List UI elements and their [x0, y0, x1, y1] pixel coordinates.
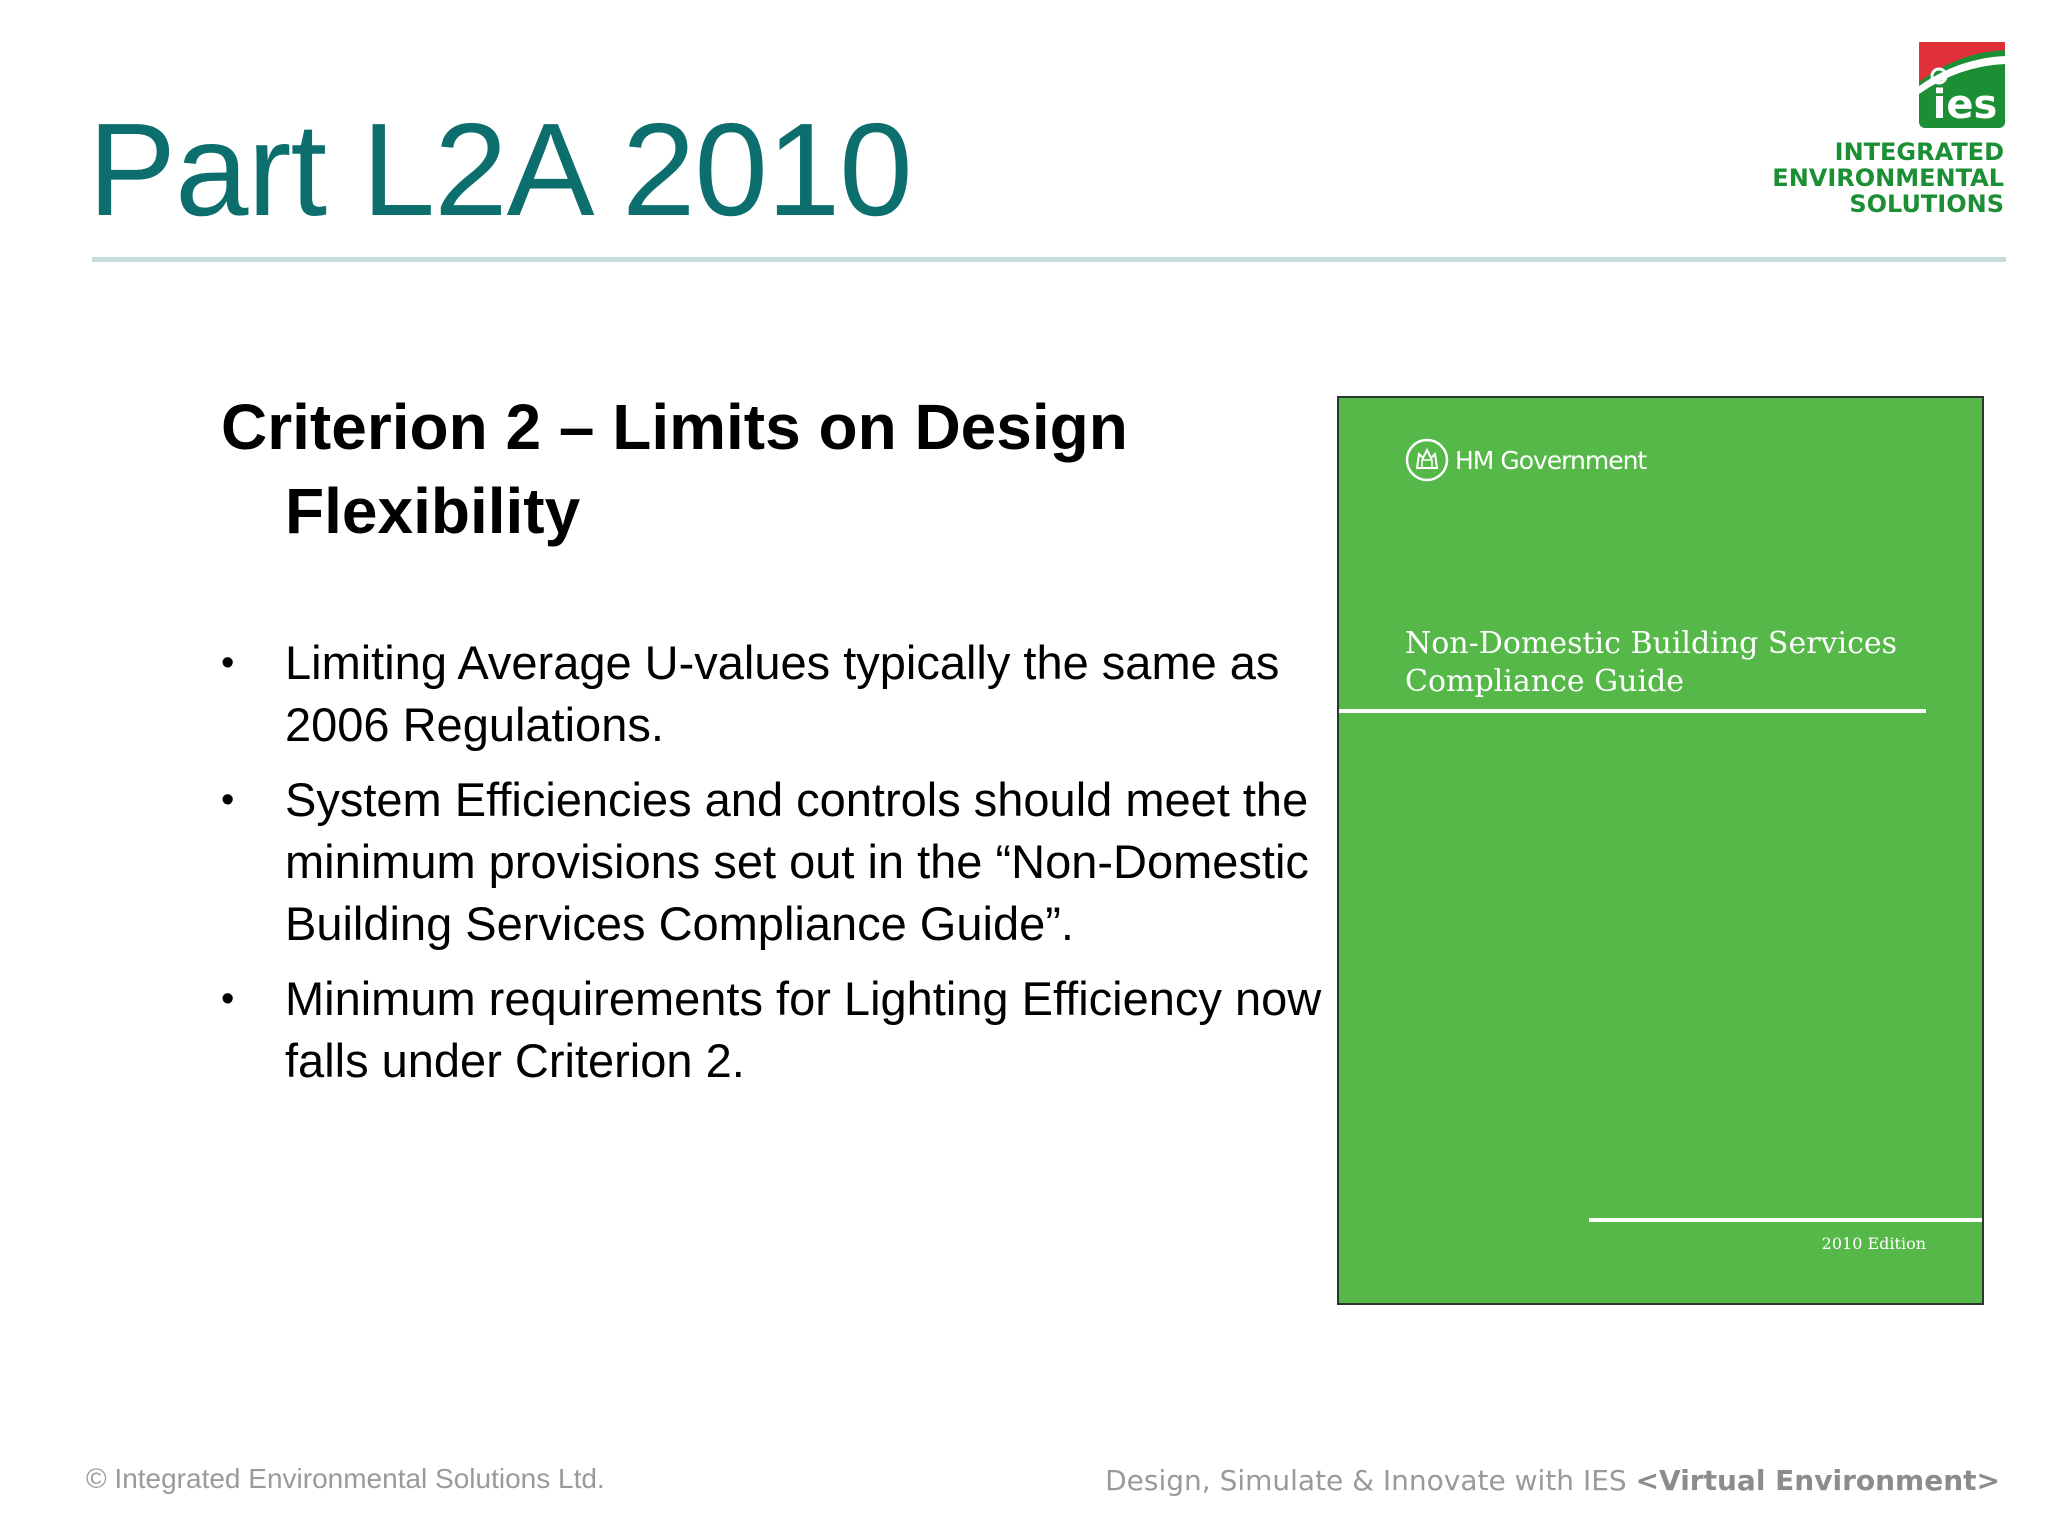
- cover-title-line-2: Compliance Guide: [1405, 664, 1684, 699]
- title-divider: [92, 257, 2006, 262]
- bullet-item: [221, 769, 1336, 955]
- bullet-list: [221, 632, 1336, 1105]
- copyright-notice: © Integrated Environmental Solutions Ltd.: [86, 1463, 605, 1494]
- bullet-item: [221, 632, 1336, 756]
- bullet-item: [221, 968, 1336, 1092]
- ies-logo-icon: [1919, 42, 2005, 128]
- cover-edition: 2010 Edition: [1821, 1234, 1926, 1253]
- slide-title: Part L2A 2010: [88, 96, 912, 243]
- cover-title-line-1: Non-Domestic Building Services: [1405, 626, 1898, 661]
- bullet-marker: •: [221, 779, 235, 821]
- ies-logo-wordmark: ies: [1932, 82, 1998, 128]
- bullet-text: Minimum requirements for Lighting Efficiency now falls under Criterion 2.: [285, 972, 1322, 1087]
- footer-tagline: [1105, 1464, 2000, 1497]
- bullet-text: System Efficiencies and controls should meet the minimum provisions set out in the “Non-Domestic Building Services Compliance Guide”.: [285, 773, 1309, 950]
- royal-crest-icon: [1405, 438, 1449, 482]
- ies-logo-text: [1772, 139, 2004, 217]
- bullet-marker: •: [221, 642, 235, 684]
- logo-line-3: SOLUTIONS: [1849, 190, 2004, 218]
- bullet-text: Limiting Average U-values typically the same as 2006 Regulations.: [285, 636, 1280, 751]
- compliance-guide-cover-image: [1337, 396, 1984, 1305]
- publisher-label: HM Government: [1455, 445, 1647, 475]
- cover-title: [1405, 625, 1945, 701]
- hm-government-mark: [1405, 438, 1646, 482]
- cover-title-rule: [1339, 709, 1926, 713]
- ies-logo: [1772, 42, 2012, 222]
- logo-line-1: INTEGRATED: [1834, 138, 2004, 166]
- criterion-heading: Criterion 2 – Limits on Design Flexibility: [221, 391, 1128, 547]
- bullet-marker: •: [221, 978, 235, 1020]
- tagline-emphasis: <Virtual Environment>: [1635, 1464, 2000, 1497]
- cover-edition-rule: [1589, 1218, 1984, 1222]
- tagline-prefix: Design, Simulate & Innovate with IES: [1105, 1464, 1636, 1497]
- logo-line-2: ENVIRONMENTAL: [1772, 164, 2004, 192]
